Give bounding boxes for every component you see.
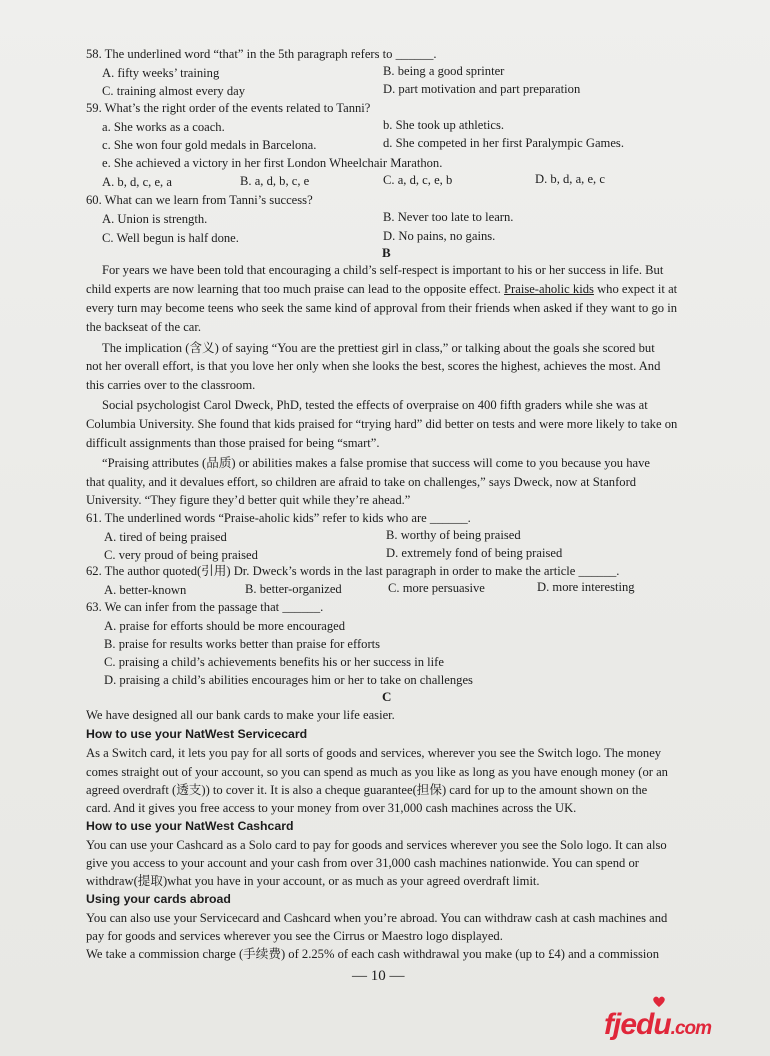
q63-option-b[interactable]: B. praise for results works better than praise for efforts (104, 637, 381, 651)
q62-option-d[interactable]: D. more interesting (537, 580, 635, 594)
q62-option-c[interactable]: C. more persuasive (388, 581, 485, 595)
q60-option-b[interactable]: B. Never too late to learn. (383, 210, 514, 224)
servicecard-line1: As a Switch card, it lets you pay for all sorts of goods and services, wherever you see the Switch logo. The money (86, 746, 662, 760)
section-b-heading: B (382, 245, 391, 260)
q63-option-a[interactable]: A. praise for efforts should be more encouraged (104, 619, 346, 633)
passage-b-p1-line2b: who expect it at (597, 282, 678, 296)
q60-option-c[interactable]: C. Well begun is half done. (102, 231, 239, 245)
praise-aholic-kids-underlined: Praise-aholic kids (504, 282, 594, 296)
watermark-suffix: .com (670, 1018, 712, 1039)
passage-b-p2-line2: not her overall effort, is that you love her only when she looks the best, scores the highest, achieves the most. And (86, 359, 661, 373)
watermark-logo (604, 1008, 711, 1042)
section-c-heading: C (382, 689, 392, 704)
passage-b-p1-line4: the backseat of the car. (86, 320, 202, 334)
q62-option-b[interactable]: B. better-organized (245, 582, 342, 596)
q60-stem: 60. What can we learn from Tanni’s success? (86, 193, 313, 207)
q59-option-b[interactable]: B. a, d, b, c, e (240, 174, 310, 188)
cashcard-line1: You can use your Cashcard as a Solo card to pay for goods and services wherever you see the Solo logo. It can also (86, 838, 667, 852)
passage-b-p4-line1: “Praising attributes (品质) or abilities makes a false promise that success will come to you because you have (102, 456, 651, 470)
abroad-line3: We take a commission charge (手续费) of 2.25% of each cash withdrawal you make (up to £4) and a commission (86, 947, 660, 961)
cashcard-heading: How to use your NatWest Cashcard (86, 819, 294, 833)
servicecard-heading: How to use your NatWest Servicecard (86, 727, 308, 741)
q59-stem: 59. What’s the right order of the events related to Tanni? (86, 101, 371, 115)
servicecard-line3: agreed overdraft (透支)) to cover it. It is also a cheque guarantee(担保) card for up to the amount shown on the (86, 783, 648, 797)
q61-option-a[interactable]: A. tired of being praised (104, 530, 227, 544)
q58-option-a[interactable]: A. fifty weeks’ training (102, 66, 220, 80)
passage-b-p2-line3: this carries over to the classroom. (86, 378, 256, 392)
q62-option-a[interactable]: A. better-known (104, 583, 187, 597)
q58-option-b[interactable]: B. being a good sprinter (383, 64, 505, 78)
q59-event-c: c. She won four gold medals in Barcelona. (102, 138, 317, 152)
cashcard-line2: give you access to your account and your cash from over 31,000 cash machines nationwide. You can spend or (86, 856, 639, 870)
passage-b-p4-line3: University. “They figure they’d better quit while they’re ahead.” (86, 493, 411, 507)
q59-option-a[interactable]: A. b, d, c, e, a (102, 175, 172, 189)
q59-event-d: d. She competed in her first Paralympic Games. (383, 136, 624, 150)
q59-option-d[interactable]: D. b, d, a, e, c (535, 172, 605, 186)
heart-icon (652, 996, 666, 1008)
q60-option-d[interactable]: D. No pains, no gains. (383, 229, 496, 243)
watermark-text: fjedu (604, 1008, 671, 1041)
q61-option-b[interactable]: B. worthy of being praised (386, 528, 521, 542)
passage-b-p3-line3: difficult assignments than those praised for being “smart”. (86, 436, 380, 450)
passage-b-p1-line2a: child experts are now learning that too much praise can lead to the opposite effect. (86, 282, 501, 296)
servicecard-line2: comes straight out of your account, so you can spend as much as you like as long as you have enough money (or an (86, 765, 668, 779)
q58-option-d[interactable]: D. part motivation and part preparation (383, 82, 581, 96)
q63-option-c[interactable]: C. praising a child’s achievements benefits his or her success in life (104, 655, 444, 669)
passage-b-p3-line1: Social psychologist Carol Dweck, PhD, tested the effects of overpraise on 400 fifth graders while she was at (102, 398, 648, 412)
q61-stem: 61. The underlined words “Praise-aholic kids” refer to kids who are ______. (86, 511, 471, 525)
q60-option-a[interactable]: A. Union is strength. (102, 212, 208, 226)
q59-event-a: a. She works as a coach. (102, 120, 225, 134)
q59-option-c[interactable]: C. a, d, c, e, b (383, 173, 453, 187)
q58-stem: 58. The underlined word “that” in the 5th paragraph refers to ______. (86, 47, 437, 61)
abroad-line2: pay for goods and services wherever you see the Cirrus or Maestro logo displayed. (86, 929, 503, 943)
q58-option-c[interactable]: C. training almost every day (102, 84, 246, 98)
servicecard-line4: card. And it gives you free access to your money from over 31,000 cash machines across the UK. (86, 801, 577, 815)
passage-c-intro: We have designed all our bank cards to make your life easier. (86, 708, 395, 722)
q59-event-e: e. She achieved a victory in her first London Wheelchair Marathon. (102, 156, 443, 170)
cashcard-line3: withdraw(提取)what you have in your account, or as much as your agreed overdraft limit. (86, 874, 540, 888)
passage-b-p4-line2: that quality, and it devalues effort, so children are afraid to take on challenges,” says Dweck, now at Stanford (86, 475, 637, 489)
passage-b-p1-line2 (86, 281, 677, 297)
passage-b-p3-line2: Columbia University. She found that kids praised for “trying hard” did better on tests and were more likely to take on (86, 417, 678, 431)
q59-event-b: b. She took up athletics. (383, 118, 505, 132)
q62-stem: 62. The author quoted(引用) Dr. Dweck’s words in the last paragraph in order to make the article ______. (86, 564, 620, 578)
q63-option-d[interactable]: D. praising a child’s abilities encourages him or her to take on challenges (104, 673, 473, 687)
q63-stem: 63. We can infer from the passage that ______. (86, 600, 324, 614)
passage-b-p2-line1: The implication (含义) of saying “You are the prettiest girl in class,” or talking about the goals she scored but (102, 341, 655, 355)
passage-b-p1-line1: For years we have been told that encouraging a child’s self-respect is important to his or her success in life. But (102, 263, 664, 277)
q61-option-c[interactable]: C. very proud of being praised (104, 548, 258, 562)
q61-option-d[interactable]: D. extremely fond of being praised (386, 546, 563, 560)
passage-b-p1-line3: every turn may become teens who seek the same kind of approval from their friends when asked if they want to go in (86, 301, 678, 315)
abroad-heading: Using your cards abroad (86, 892, 231, 906)
abroad-line1: You can also use your Servicecard and Cashcard when you’re abroad. You can withdraw cash at cash machines and (86, 911, 668, 925)
page-number: — 10 — (352, 968, 405, 984)
